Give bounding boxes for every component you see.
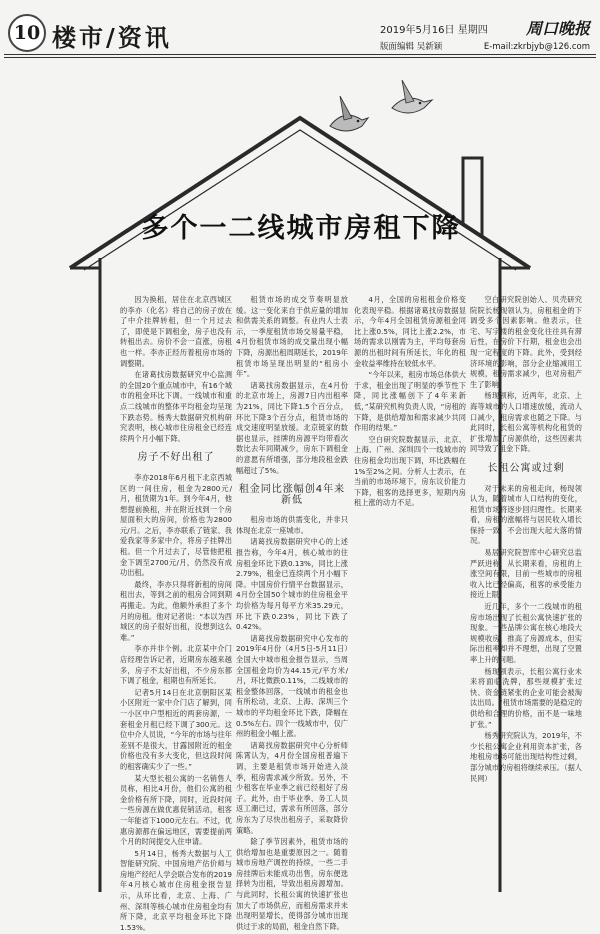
article-column-2 (236, 295, 348, 933)
masthead (0, 0, 600, 75)
subheading: 长租公寓或过剩 (487, 462, 565, 474)
newspaper-logo: 周口晚报 (525, 19, 590, 38)
paragraph: 李亦并非个例。北京某中介门店经理告诉记者，近期房东越来越多，房子不太好出租，不少房东都下调了租金，租期也有所延长。 (120, 644, 232, 686)
subheading: 房子不好出租了 (137, 452, 215, 464)
masthead-info (380, 19, 590, 54)
paragraph: 李亦2018年6月租下北京西城区的一间住房，租金为2800元/月，租赁期为1年。到今年4月，他想提前换租，并在附近找到一个房屋面积大的房间，价格也为2800元/月。之后，李亦联系了链家、我爱我家等多家中介，将房子挂牌出租。但一个月过去了，尽管他把租金下调至2700元/月，仍然没有成功出租。 (120, 472, 232, 578)
paragraph: 诸葛找房数据研究中心分析师陈霄认为，4月份全国房租普遍下调，主要是租赁市场开始进入淡季，租房需求减少所致。另外，不少租客在毕业季之前已经租好了房子。此外，由于毕业季、务工人员返工潮已过，需求有所回落，部分房东为了尽快出租房子，采取降价策略。 (236, 740, 348, 835)
paragraph: 某大型长租公寓的一名销售人员称，相比4月份，他们公寓的租金价格有所下降，同时，近段时间一些房源在做优惠促销活动，租客一年能省下1000元左右。不过，优惠房源都在偏远地区，需要提前两个月的时间提交入住申请。 (120, 773, 232, 847)
subheading: 租金同比涨幅创4年来新低 (238, 484, 346, 506)
section-title: 楼市/资讯 (52, 23, 172, 52)
article-column-3 (354, 295, 466, 510)
paragraph: 诸葛找房数据研究中心的上述报告称，今年4月，核心城市的住房租金环比下跌0.13%，同比上涨2.79%，租金已连续两个月小幅下降。中国房价行情平台数据显示，4月份全国50个城市的住房租金平均价格为每月每平方米35.29元，环比下跌0.23%，同比下跌了0.42%。 (236, 537, 348, 632)
headline: 多个一二线城市房租下降 (141, 213, 461, 244)
bird-icon (310, 78, 450, 168)
masthead-rule (4, 54, 596, 55)
paragraph: 诸葛找房数据研究中心发布的2019年4月份（4月5日-5月11日）全国大中城市租金报告显示，当周全国租金均价为44.15元/平方米/月，环比微跌0.11%，二线城市的租金整体回落，一线城市的租金也有所松动，北京、上海、深圳三个城市的平均租金环比下跌，降幅在0.5%左右。四个一线城市中，仅广州的租金小幅上涨。 (236, 633, 348, 739)
page-number-badge: 10 (8, 14, 46, 52)
paragraph: 除了季节因素外，租赁市场的供给增加也是重要原因之一。随着城市房地产调控的持续，一些二手房挂牌后未能成功出售，房东便选择转为出租，导致出租房源增加。与此同时，长租公寓的快速扩张也加大了市场供应，而租房需求并未出现明显增长，使得部分城市出现供过于求的局面，租金自然下降。 (236, 837, 348, 931)
article-column-4 (470, 295, 582, 785)
paragraph: 对于未来的房租走向，杨现领认为，随着城市人口结构的变化，租赁市场将逐步回归理性。长期来看，房租的涨幅将与居民收入增长保持一致，不会出现大起大落的情况。 (470, 483, 582, 546)
paragraph: 杨现领表示，长租公寓行业未来将面临洗牌，那些规模扩张过快、资金链紧张的企业可能会被淘汰出局。“租赁市场需要的是稳定的供给和合理的价格，而不是一味地扩张。” (470, 666, 582, 729)
paragraph: 诸葛找房数据显示，在4月份的北京市场上，房源7日内出租率为21%，同比下降1.5个百分点，环比下降3个百分点，租赁市场的成交速度明显放缓。北京链家的数据也显示，挂牌的房源平均带看次数比去年同期减少，房东下调租金的意愿有所增强，部分地段租金跌幅超过了5%。 (236, 380, 348, 475)
paragraph: 在诸葛找房数据研究中心监测的全国20个重点城市中，有16个城市的租金环比下调。一线城市和重点二线城市的整体平均租金均呈现下跌态势。杨秀大数据研究机构研究表明，核心城市住房租金已经连续两个月小幅下降。 (120, 370, 232, 443)
paragraph: 杨现领称，近两年，北京、上海等城市的人口增速放缓，流动人口减少，租房需求也随之下降。与此同时，长租公寓等机构化租赁的扩张增加了房源供给，这些因素共同导致了租金下降。 (470, 391, 582, 454)
paragraph: 记者5月14日在北京朝阳区某小区附近一家中介门店了解到，同一小区中户型相近的两套房源，一套租金月租已经下调了300元。这位中介人员说，“今年的市场与往年差别不是很大，甘露园附近的租金价格也没有多大变化，但这段时间的租客确实少了一些。” (120, 687, 232, 771)
paragraph: 租房市场的供需变化，并非只体现在北京一座城市。 (236, 515, 348, 535)
paragraph: 易居研究院智库中心研究总监严跃进称，从长期来看，房租的上涨空间有限，目前一些城市的房租收入比已经偏高，租客的承受能力接近上限。 (470, 548, 582, 600)
paragraph: 租赁市场的成交节奏明显放缓。这一变化来自于供应量的增加和供需关系的调整。有业内人士表示，一季度租赁市场交易量平稳，4月份租赁市场的成交量出现小幅下降，房源出租周期延长，2019年租赁市场呈现出明显的“租房小年”。 (236, 295, 348, 379)
paragraph: 空白研究院数据显示，北京、上海、广州、深圳四个一线城市的住房租金均出现下调，环比跌幅在1%至2%之间。分析人士表示，在当前的市场环境下，房东议价能力下降，租客的选择更多，短期内房租上涨的动力不足。 (354, 434, 466, 508)
paragraph: 最终，李亦只得将新租的房间租出去，等到之前的租房合同到期再搬走。为此，他额外承担了多个月的房租。他对记者说：“本以为西城区的房子很好出租，没想到这么难。” (120, 579, 232, 642)
editor-email: E-mail:zkrbjyb@126.com (483, 42, 590, 52)
paragraph: 杨秀研究院认为，2019年，不少长租公寓企业利用资本扩张，各地租房市场可能出现结构性过剩，部分城市的房租将继续承压。（据人民网） (470, 731, 582, 783)
editor-credit: 版面编辑 吴新颖 (380, 42, 443, 52)
paragraph: 空白研究院创始人、贝壳研究院院长杨现领认为，房租租金的下调受多个因素影响。他表示，住宅、写字楼的租金变化往往具有滞后性，在房价下行期，租金也会出现一定程度的下降。此外，受到经济环境的影响，部分企业缩减用工规模，租房需求减少，也对房租产生了影响。 (470, 295, 582, 389)
paragraph: “今年以来，租房市场总体供大于求，租金出现了明显的季节性下降，同比涨幅创下了4年来新低，”某研究机构负责人说，“房租的下降，是供给增加和需求减少共同作用的结果。” (354, 370, 466, 433)
article-column-1 (120, 295, 232, 934)
paragraph: 4月，全国的房租租金价格变化表现平稳。根据诸葛找房数据显示，今年4月全国租赁房源租金同比上涨0.5%，同比上涨2.2%，市场的需求以刚需为主，平均每套房源的出租时间有所延长，年化的租金收益率维持在较低水平。 (354, 295, 466, 368)
paragraph: 近几年，多个一二线城市的租房市场出现了长租公寓快速扩张的现象。一些品牌公寓在核心地段大规模收房，推高了房源成本，但实际出租率却并不理想，出现了空置率上升的问题。 (470, 602, 582, 664)
issue-date: 2019年5月16日 星期四 (380, 25, 488, 36)
paragraph: 因为换租，居住在北京西城区的李亦（化名）将自己的房子放在了中介挂牌转租，但一个月过去了，即使是下调租金，房子也没有转租出去。房价不会一直涨，房租也一样。李亦正经历着租房市场的调整期。 (120, 295, 232, 368)
masthead-rule-thin (4, 57, 596, 58)
paragraph: 5月14日，杨秀大数据与人工智能研究院、中国房地产估价师与房地产经纪人学会联合发布的2019年4月核心城市住房租金报告显示，从环比看，北京、上海、广州、深圳等核心城市住房租金均有所下降，北京平均租金环比下降1.53%。 (120, 848, 232, 932)
